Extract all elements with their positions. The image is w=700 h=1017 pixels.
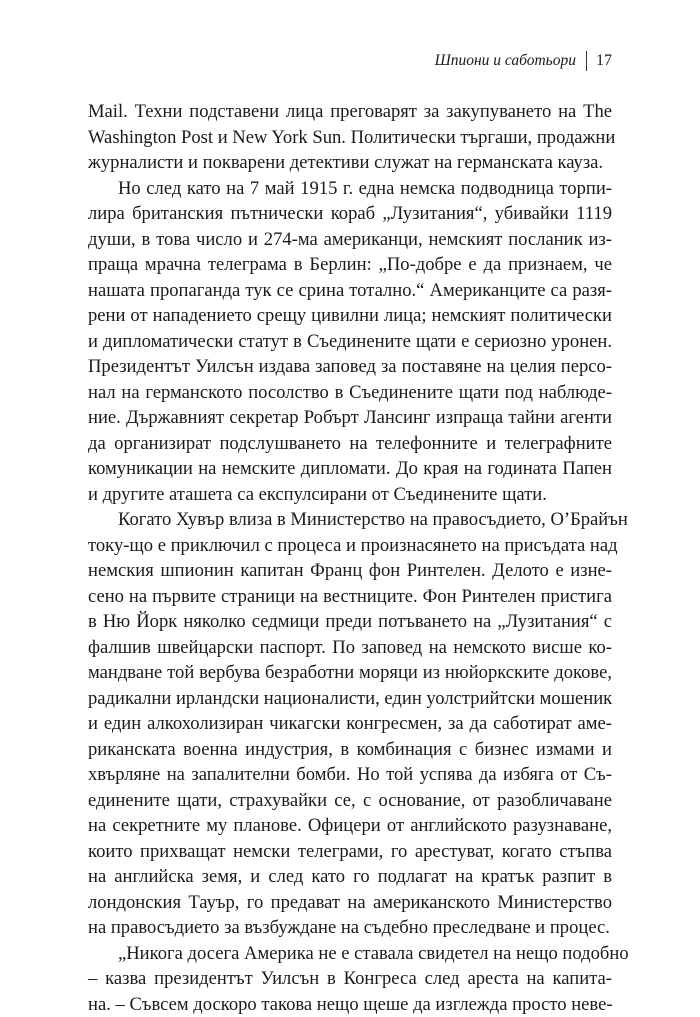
text-line: Президентът Уилсън издава заповед за поставяне на целия персо- <box>88 354 612 380</box>
text-line: нашата пропаганда тук се срина тотално.“ Американците са разя- <box>88 278 612 304</box>
text-line: лондонския Тауър, го предават на американското Министерство <box>88 890 612 916</box>
text-line: на английска земя, и след като го подлагат на кратък разпит в <box>88 864 612 890</box>
text-line: журналисти и покварени детективи служат на германската кауза. <box>88 150 612 176</box>
body-text <box>88 99 612 1017</box>
text-line: ние. Държавният секретар Робърт Лансинг изпраща тайни агенти <box>88 405 612 431</box>
header-divider <box>586 51 587 71</box>
text-line: мандване той вербува безработни моряци из нюйоркските докове, <box>88 660 612 686</box>
text-line: и дипломатически статут в Съединените щати е сериозно уронен. <box>88 329 612 355</box>
text-line: Когато Хувър влиза в Министерство на правосъдието, О’Брайън <box>88 507 612 533</box>
text-line: праща мрачна телеграма в Берлин: „По-добре е да признаем, че <box>88 252 612 278</box>
text-line: Washington Post и New York Sun. Политически търгаши, продажни <box>88 125 612 151</box>
text-line: радикални ирландски националисти, един уолстрийтски мошеник <box>88 686 612 712</box>
text-line: в Ню Йорк няколко седмици преди потъването на „Лузитания“ с <box>88 609 612 635</box>
running-title: Шпиони и саботьори <box>435 51 576 71</box>
text-line: които прихващат немски телеграми, го арестуват, когато стъпва <box>88 839 612 865</box>
text-line: да организират подслушването на телефонните и телеграфните <box>88 431 612 457</box>
text-line: единените щати, страхувайки се, с основание, от разобличаване <box>88 788 612 814</box>
text-line: на правосъдието за възбуждане на съдебно преследване и процес. <box>88 915 612 941</box>
text-line: рени от нападението срещу цивилни лица; немският политически <box>88 303 612 329</box>
text-line: фалшив швейцарски паспорт. По заповед на немското висше ко- <box>88 635 612 661</box>
text-line: риканската военна индустрия, в комбинация с бизнес измами и <box>88 737 612 763</box>
text-line: немския шпионин капитан Франц фон Ринтелен. Делото е изне- <box>88 558 612 584</box>
text-line: на секретните му планове. Офицери от английското разузнаване, <box>88 813 612 839</box>
text-line: на. – Съвсем доскоро такова нещо щеше да изглежда просто неве- <box>88 992 612 1017</box>
text-line: и един алкохолизиран чикагски конгресмен, за да саботират аме- <box>88 711 612 737</box>
text-line: хвърляне на запалителни бомби. Но той успява да избяга от Съ- <box>88 762 612 788</box>
text-line: лира британския пътнически кораб „Лузитания“, убивайки 1119 <box>88 201 612 227</box>
text-line: Но след като на 7 май 1915 г. една немска подводница торпи- <box>88 176 612 202</box>
text-line: и другите аташета са експулсирани от Съединените щати. <box>88 482 612 508</box>
text-line: Mail. Техни подставени лица преговарят за закупуването на The <box>88 99 612 125</box>
text-line: току-що е приключил с процеса и произнасянето на присъдата над <box>88 533 612 559</box>
text-line: – казва президентът Уилсън в Конгреса след ареста на капита- <box>88 966 612 992</box>
text-line: души, в това число и 274-ма американци, немският посланик из- <box>88 227 612 253</box>
text-line: „Никога досега Америка не е ставала свидетел на нещо подобно <box>88 941 612 967</box>
text-line: комуникации на немските дипломати. До края на годината Папен <box>88 456 612 482</box>
text-line: сено на първите страници на вестниците. Фон Ринтелен пристига <box>88 584 612 610</box>
running-header <box>435 51 612 71</box>
page-number: 17 <box>596 51 612 71</box>
text-line: нал на германското посолство в Съединените щати под наблюде- <box>88 380 612 406</box>
